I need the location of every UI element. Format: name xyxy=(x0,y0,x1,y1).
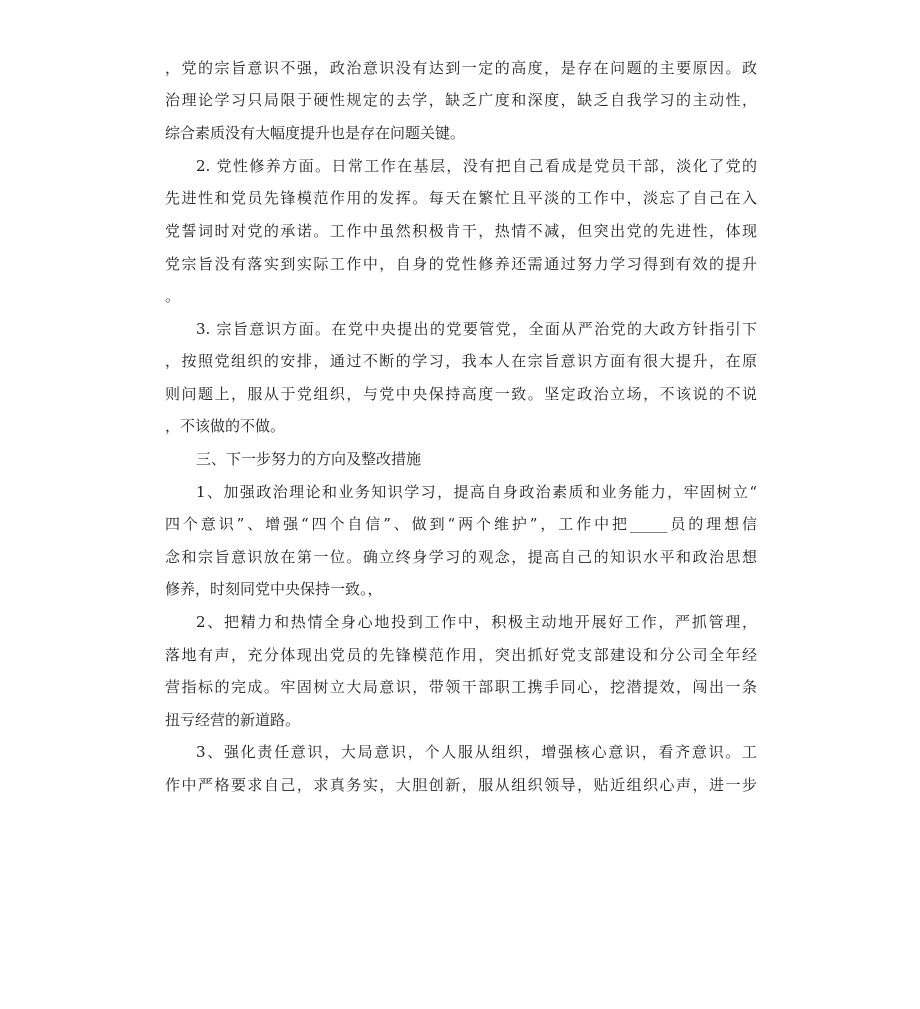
text-line: 先进性和党员先锋模范作用的发挥。每天在繁忙且平淡的工作中，淡忘了自己在入 xyxy=(165,189,757,207)
text-line: 2、把精力和热情全身心地投到工作中，积极主动地开展好工作，严抓管理， xyxy=(196,613,757,631)
text-line: 念和宗旨意识放在第一位。确立终身学习的观念，提高自己的知识水平和政治思想 xyxy=(165,548,757,566)
text-line: 党誓词时对党的承诺。工作中虽然积极肯干，热情不减，但突出党的先进性，体现 xyxy=(165,222,757,240)
text-line: 综合素质没有大幅度提升也是存在问题关键。 xyxy=(165,124,466,142)
text-line: 3、强化责任意识，大局意识，个人服从组织，增强核心意识，看齐意识。工 xyxy=(196,743,757,761)
text-line: 党宗旨没有落实到实际工作中，自身的党性修养还需通过努力学习得到有效的提升 xyxy=(165,255,757,273)
text-line: 四个意识”、增强“四个自信”、做到“两个维护”，工作中把_____员的理想信 xyxy=(165,515,757,533)
text-line: 2. 党性修养方面。日常工作在基层，没有把自己看成是党员干部，淡化了党的 xyxy=(196,157,757,175)
text-line: ，按照党组织的安排，通过不断的学习，我本人在宗旨意识方面有很大提升，在原 xyxy=(165,352,757,370)
text-line: 营指标的完成。牢固树立大局意识，带领干部职工携手同心，挖潜提效，闯出一条 xyxy=(165,678,757,696)
text-line: 修养，时刻同党中央保持一致。， xyxy=(165,580,383,598)
text-line: 1、加强政治理论和业务知识学习，提高自身政治素质和业务能力，牢固树立“ xyxy=(196,483,757,501)
section-heading: 三、下一步努力的方向及整改措施 xyxy=(196,450,422,468)
text-line: 治理论学习只局限于硬性规定的去学，缺乏广度和深度，缺乏自我学习的主动性， xyxy=(165,91,757,109)
text-line: 3. 宗旨意识方面。在党中央提出的党要管党，全面从严治党的大政方针指引下 xyxy=(196,320,757,338)
text-line: ，不该做的不做。 xyxy=(165,417,286,435)
text-line: 作中严格要求自己，求真务实，大胆创新，服从组织领导，贴近组织心声，进一步 xyxy=(165,776,757,794)
text-line: 扭亏经营的新道路。 xyxy=(165,711,301,729)
text-line: ，党的宗旨意识不强，政治意识没有达到一定的高度，是存在问题的主要原因。政 xyxy=(165,59,757,77)
text-line: 。 xyxy=(165,287,181,305)
text-line: 落地有声，充分体现出党员的先锋模范作用，突出抓好党支部建设和分公司全年经 xyxy=(165,646,757,664)
text-line: 则问题上，服从于党组织，与党中央保持高度一致。坚定政治立场，不该说的不说 xyxy=(165,385,757,403)
